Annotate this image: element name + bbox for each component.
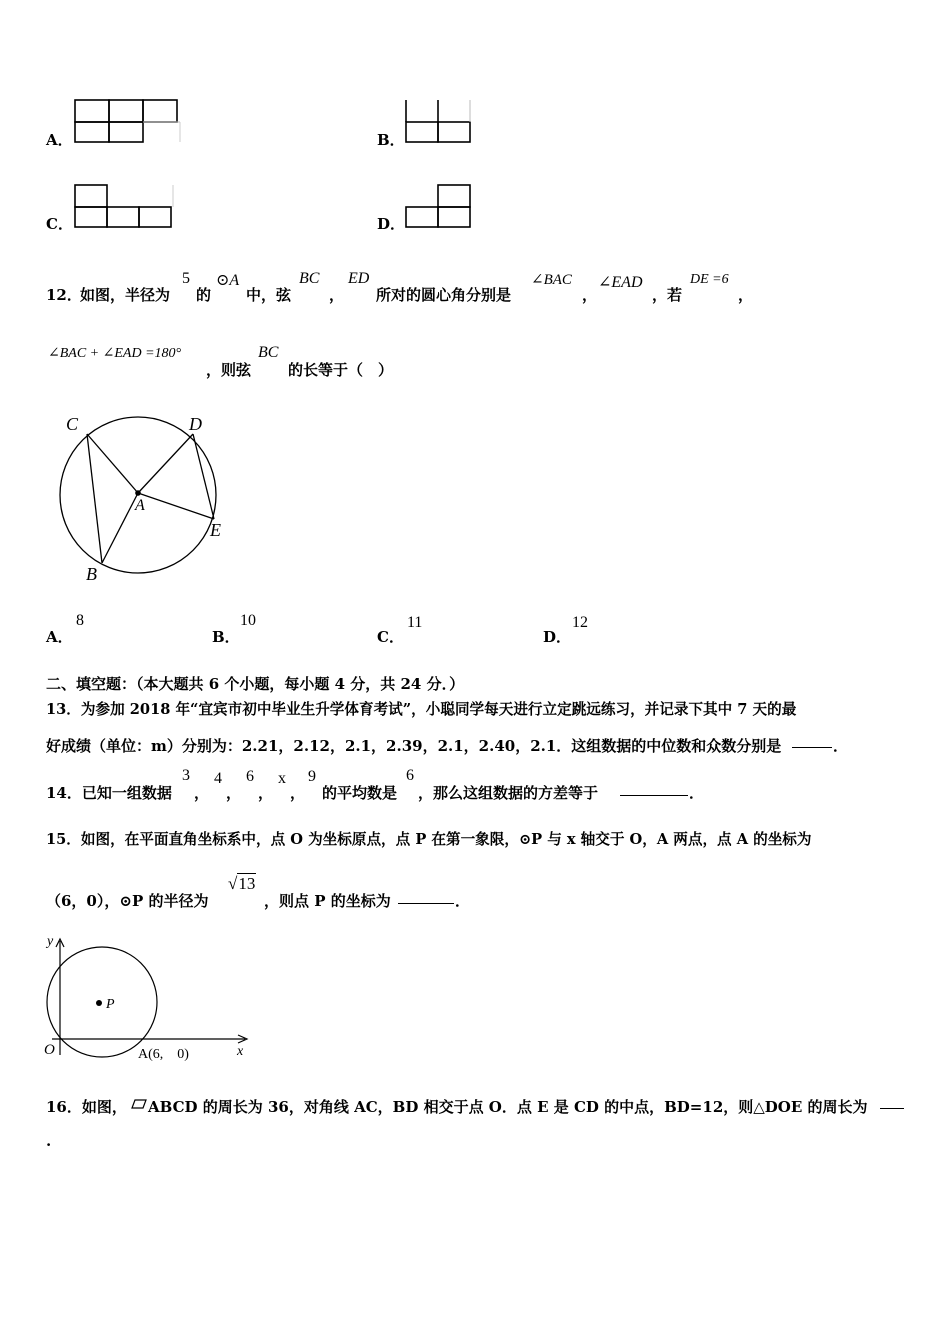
q12-number: 12． — [46, 286, 82, 304]
q14-sep: ， — [290, 784, 306, 802]
q15-sqrt-num: 13 — [238, 874, 256, 893]
q12-label-d: D — [189, 414, 202, 434]
q12-choice-letter: C． — [377, 628, 404, 646]
q12-choice-value: 10 — [240, 612, 256, 629]
q12-label-e: E — [210, 520, 221, 540]
q14-value: 4 — [214, 770, 222, 787]
q15-text: （6，0），⊙P 的半径为 — [46, 892, 209, 910]
q13-line1: 13．为参加 2018 年“宜宾市初中毕业生升学体育考试”，小聪同学每天进行立定跳远练习，并记录下其中 7 天的最 — [46, 701, 797, 718]
q14-sep: ， — [194, 784, 210, 802]
q12-text: 所对的圆心角分别是 — [376, 286, 512, 304]
q12-text: ， — [738, 286, 754, 304]
q12-choice-letter: A． — [46, 628, 73, 646]
q12-math-bac: ∠BAC — [531, 272, 572, 288]
q14-value: 3 — [182, 767, 190, 784]
q12-math-radius: 5 — [182, 270, 190, 287]
q15-text: ，则点 P 的坐标为 — [264, 892, 391, 910]
q15-sqrt — [228, 874, 256, 894]
q14-text: 的平均数是 — [322, 784, 398, 802]
q16-answer-blank[interactable] — [880, 1094, 904, 1109]
option-letter: D． — [377, 215, 406, 233]
q15-label-a: A(6, 0) — [138, 1047, 189, 1062]
q15-label-x: x — [237, 1044, 244, 1059]
q14-value: 6 — [246, 768, 254, 785]
q15-answer-blank[interactable] — [398, 889, 454, 904]
q12-text: ， — [329, 286, 345, 304]
q12-text: ，则弦 — [206, 361, 252, 379]
q15-label-o: O — [44, 1042, 55, 1058]
option-a-figure — [72, 98, 184, 146]
q12-math-bc2: BC — [258, 344, 279, 361]
q12-math-bc: BC — [299, 270, 320, 287]
q14-answer-blank[interactable] — [620, 781, 688, 796]
q12-choice-value: 8 — [76, 612, 84, 629]
q15-label-p: P — [106, 997, 115, 1012]
q14-value-x: x — [278, 770, 286, 787]
q14-sep: ， — [258, 784, 274, 802]
q16-text: ABCD 的周长为 36，对角线 AC，BD 相交于点 O．点 E 是 CD 的中点，BD=12，则△DOE 的周长为 — [148, 1098, 868, 1116]
q14-avg: 6 — [406, 767, 414, 784]
q14-sep: ， — [226, 784, 242, 802]
sqrt-icon: √ — [228, 874, 238, 893]
q12-math-ed: ED — [348, 270, 370, 287]
option-letter: B． — [377, 131, 405, 149]
q14-text: ，那么这组数据的方差等于 — [418, 784, 599, 802]
q12-choice-value: 12 — [572, 614, 588, 631]
q12-choice-value: 11 — [407, 614, 423, 631]
q12-math-circle: ⊙A — [216, 272, 240, 289]
q12-math-sum: ∠BAC + ∠EAD =180° — [48, 346, 182, 361]
q13-answer-blank[interactable] — [792, 733, 832, 748]
q12-math-de: DE =6 — [690, 272, 729, 287]
option-d-figure — [403, 182, 475, 230]
q14-value: 9 — [308, 768, 316, 785]
q15-text-end: ． — [455, 892, 471, 910]
option-b-figure — [403, 98, 475, 146]
q14-text-end: ． — [689, 784, 705, 802]
q12-label-b: B — [86, 564, 97, 584]
q12-text: 的长等于（ ） — [288, 361, 394, 379]
q14-text: 14．已知一组数据 — [46, 784, 172, 802]
q15-line1: 15．如图，在平面直角坐标系中，点 O 为坐标原点，点 P 在第一象限，⊙P 与 x 轴交于 O，A 两点，点 A 的坐标为 — [46, 831, 812, 848]
q12-text: ，若 — [652, 286, 683, 304]
q12-label-c: C — [66, 414, 79, 434]
q16-text: 16．如图， — [46, 1098, 127, 1116]
option-letter: C． — [46, 215, 73, 233]
q13-line2-end: ． — [833, 737, 849, 755]
option-c-figure — [72, 182, 178, 230]
q12-math-ead: ∠EAD — [598, 274, 643, 291]
q16-text-end: . — [46, 1132, 52, 1150]
q12-label-a: A — [135, 497, 145, 514]
q12-text: 如图，半径为 — [80, 286, 171, 304]
q12-text: 中，弦 — [246, 286, 292, 304]
q13-line2: 好成绩（单位：m）分别为：2.21，2.12，2.1，2.39，2.1，2.40，2.1．这组数据的中位数和众数分别是 — [46, 737, 782, 755]
q12-choice-letter: D． — [543, 628, 572, 646]
q12-choice-letter: B． — [212, 628, 240, 646]
q12-text: ， — [582, 286, 598, 304]
q12-text: 的 — [196, 286, 212, 304]
parallelogram-icon — [131, 1099, 147, 1109]
option-letter: A． — [46, 131, 73, 149]
section-2-heading: 二、填空题：（本大题共 6 个小题，每小题 4 分，共 24 分．） — [46, 675, 465, 693]
q15-label-y: y — [47, 934, 54, 949]
